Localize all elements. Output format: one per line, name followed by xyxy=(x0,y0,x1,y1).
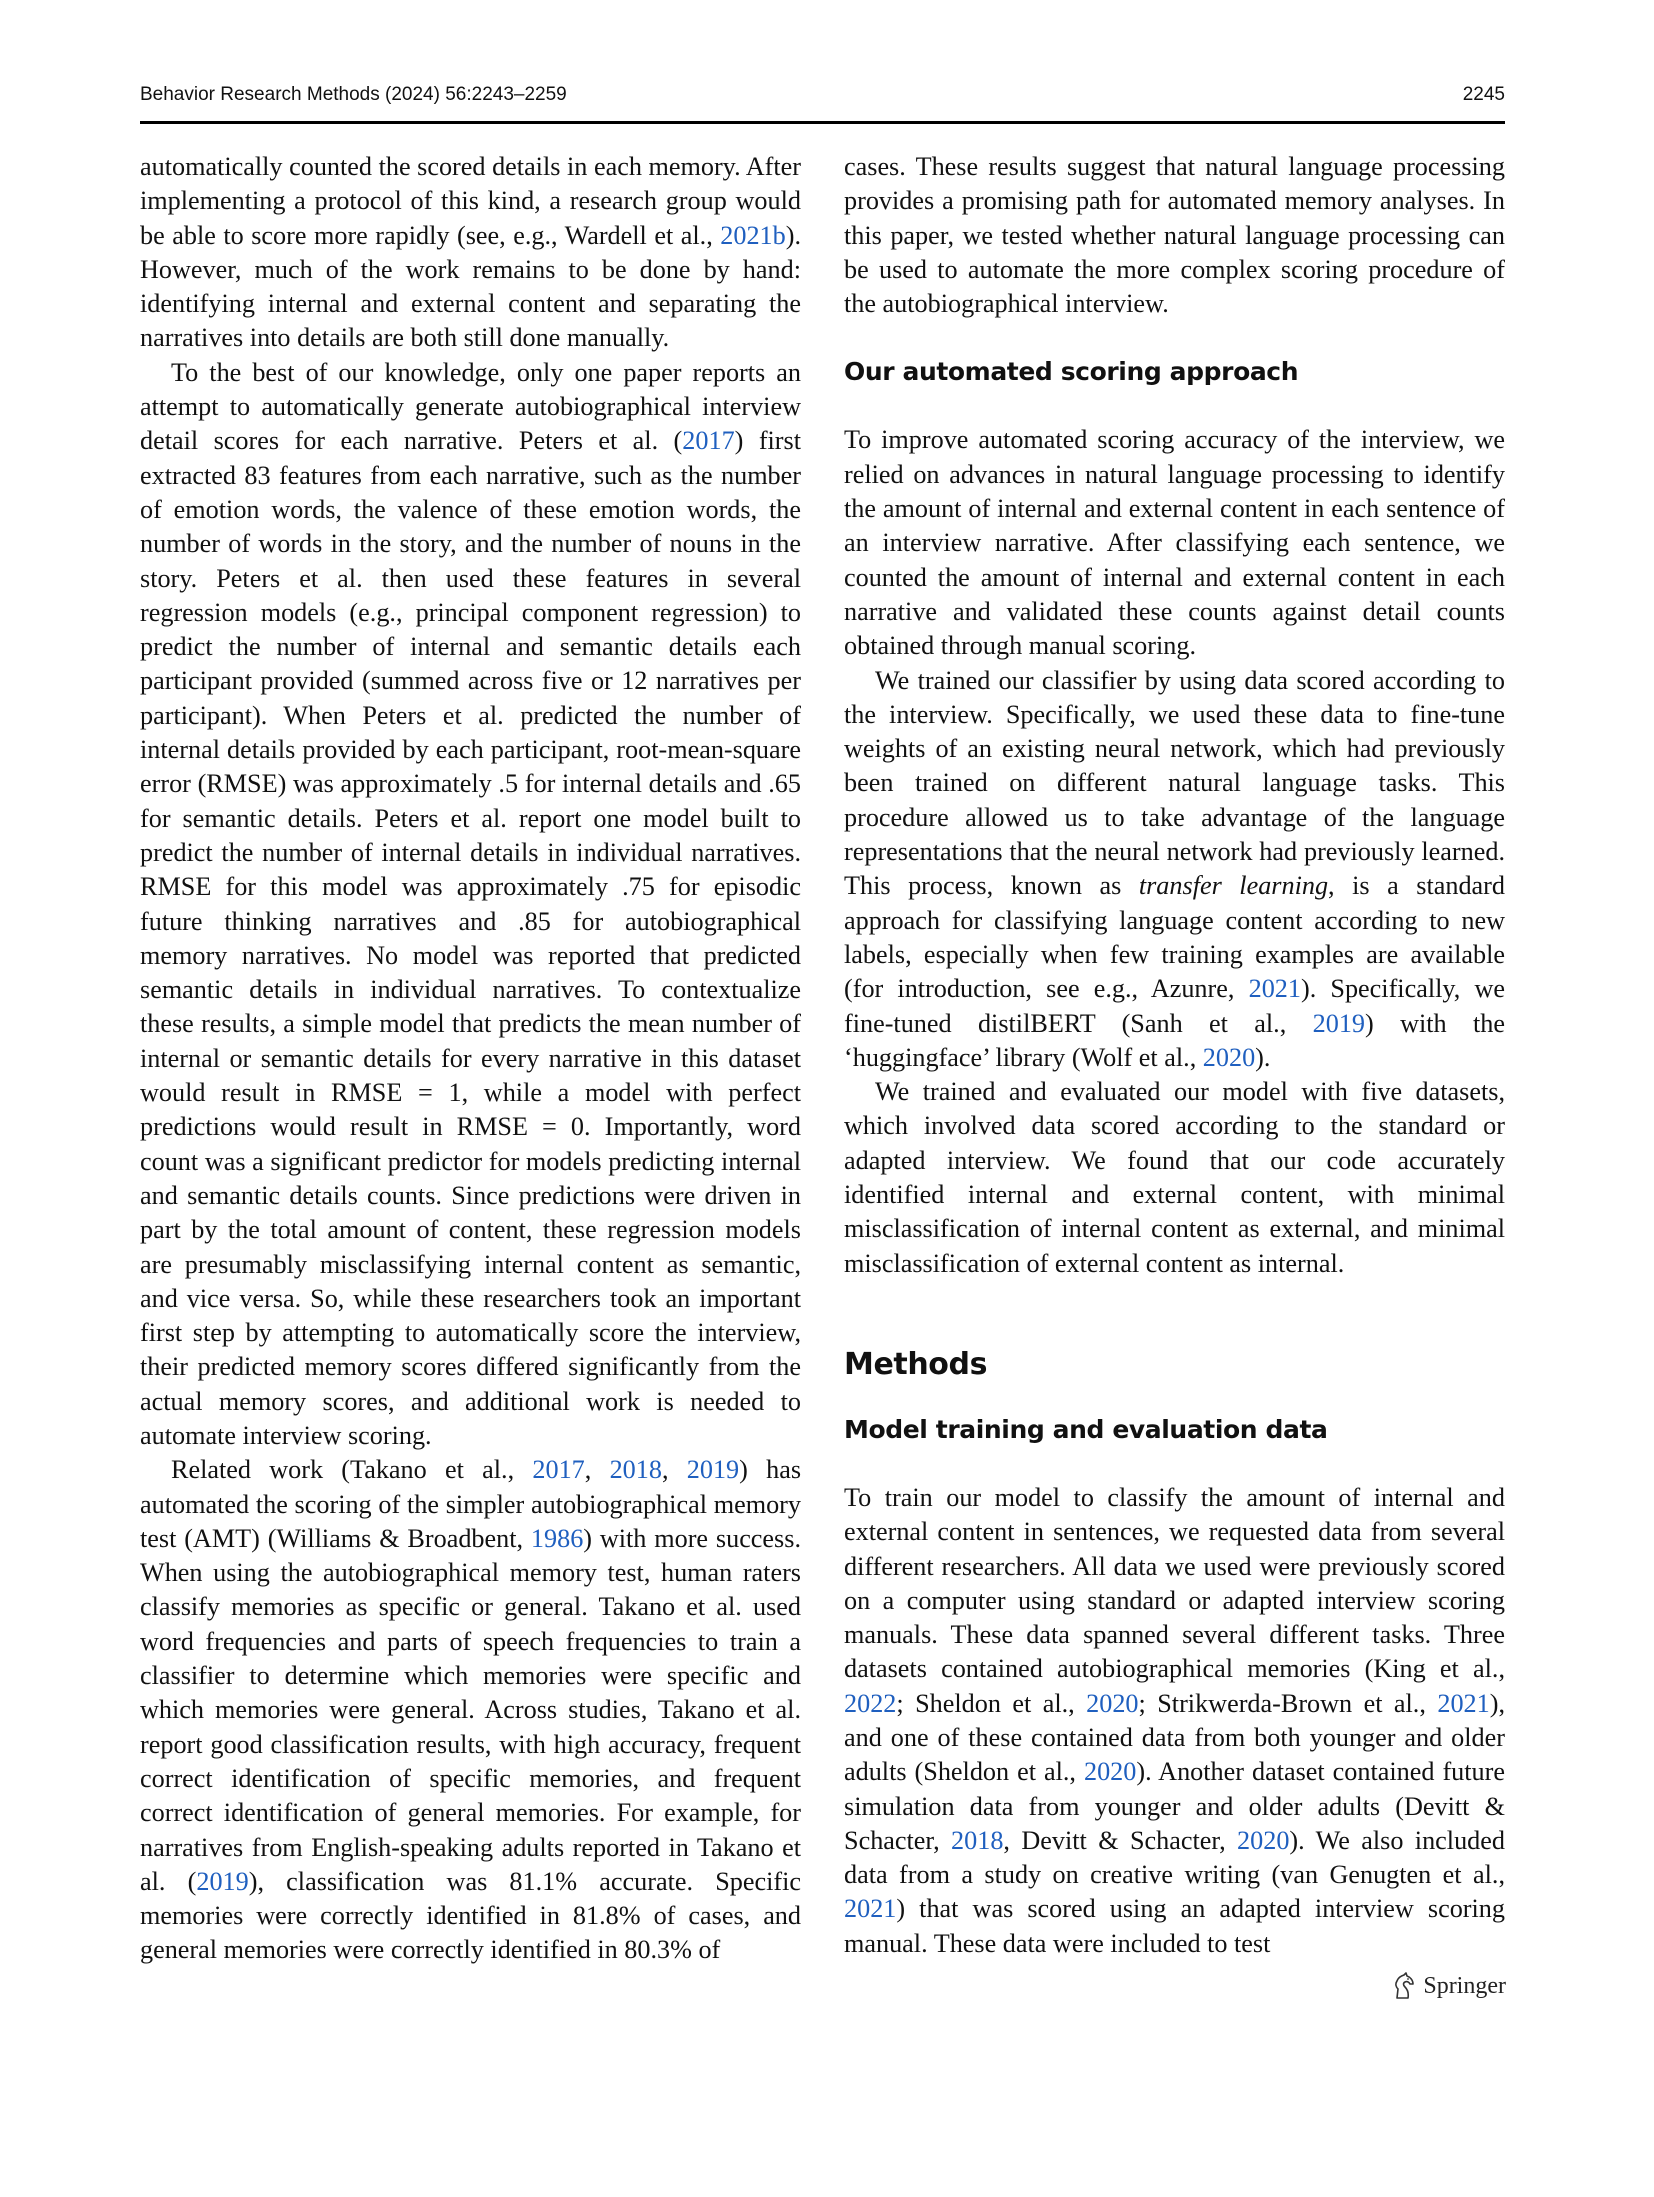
publisher-name: Springer xyxy=(1423,1972,1506,1999)
journal-citation: Behavior Research Methods (2024) 56:2243–2259 xyxy=(140,84,567,105)
text-run: ). We also included data from a study on creative writing (van Genugten et al., xyxy=(844,1825,1505,1890)
right-column xyxy=(844,150,1505,1961)
paragraph xyxy=(844,1481,1505,1961)
text-run: ; Sheldon et al., xyxy=(896,1688,1087,1718)
citation-link[interactable]: 2019 xyxy=(196,1866,249,1896)
citation-link[interactable]: 2021 xyxy=(1248,974,1301,1004)
text-run: ) with more success. When using the autobiographical memory test, human raters classify memories as specific or general. Takano et al. used word frequencies and parts of speech frequencies to train a classifier to determine which memories were specific and which memories were general. Across studies, Takano et al. report good classification results, with high accuracy, frequent correct identification of specific memories, and frequent correct identification of general memories. For example, for narratives from English-speaking adults reported in Takano et al. ( xyxy=(140,1523,801,1896)
text-run: ) first extracted 83 features from each narrative, such as the number of emotion words, the valence of these emotion words, the number of words in the story, and the number of nouns in the story. Peters et al. then used these features in several regression models (e.g., principal component regression) to predict the number of internal and semantic details each participant provided (summed across five or 12 narratives per participant). When Peters et al. predicted the number of internal details provided by each participant, root-mean-square error (RMSE) was approximately .5 for internal details and .65 for semantic details. Peters et al. report one model built to predict the number of internal details in individual narratives. RMSE for this model was approximately .75 for episodic future thinking narratives and .85 for autobiographical memory narratives. No model was reported that predicted semantic details in individual narratives. To contextualize these results, a simple model that predicts the mean number of internal or semantic details for every narrative in this dataset would result in RMSE = 1, while a model with perfect predictions would result in RMSE = 0. Importantly, word count was a significant predictor for models predicting internal and semantic details counts. Since predictions were driven in part by the total amount of content, these regression models are presumably misclassifying internal content as semantic, and vice versa. So, while these researchers took an important first step by attempting to automatically score the interview, their predicted memory scores differed significantly from the actual memory scores, and additional work is needed to automate interview scoring. xyxy=(140,426,801,1450)
left-column xyxy=(140,150,801,1968)
text-run: We trained our classifier by using data scored according to the interview. Specifically, we used these data to fine-tune weights of an existing neural network, which had previously been trained on different natural language tasks. This procedure allowed us to take advantage of the language representations that the neural network had previously learned. This process, known as xyxy=(844,665,1505,901)
text-run: Related work (Takano et al., xyxy=(171,1455,533,1485)
text-run: ). Another dataset contained future simulation data from younger and older adults (Devitt & Schacter, xyxy=(844,1757,1505,1855)
text-run: To train our model to classify the amount of internal and external content in sentences, we requested data from several different researchers. All data we used were previously scored on a computer using standard or adapted interview scoring manuals. These data spanned several different tasks. Three datasets contained autobiographical memories (King et al., xyxy=(844,1482,1505,1684)
text-run: To the best of our knowledge, only one paper reports an attempt to automatically generate autobiographical interview detail scores for each narrative. Peters et al. ( xyxy=(140,357,801,456)
text-run: ). Specifically, we fine-tuned distilBERT (Sanh et al., xyxy=(844,974,1506,1038)
citation-link[interactable]: 2018 xyxy=(609,1455,662,1485)
section-heading-methods: Methods xyxy=(844,1346,988,1382)
paragraph: To improve automated scoring accuracy of the interview, we relied on advances in natural language processing to identify the amount of internal and external content in each sentence of an interview narrative. After classifying each sentence, we counted the amount of internal and external content in each narrative and validated these counts against detail counts obtained through manual scoring. xyxy=(844,425,1505,661)
paragraph xyxy=(140,150,801,356)
citation-link[interactable]: 2021 xyxy=(1437,1688,1490,1718)
citation-link[interactable]: 2020 xyxy=(1086,1688,1139,1718)
paragraph xyxy=(140,356,801,1454)
section-heading-approach: Our automated scoring approach xyxy=(844,357,1299,387)
header-rule xyxy=(140,121,1505,124)
paragraph xyxy=(140,1453,801,1967)
text-run: , is a standard approach for classifying language content according to new labels, especially when few training examples are available (for introduction, see e.g., Azunre, xyxy=(844,871,1505,1004)
text-run: ). xyxy=(1255,1042,1271,1072)
citation-link[interactable]: 2017 xyxy=(532,1455,585,1485)
text-run: ; Strikwerda-Brown et al., xyxy=(1138,1688,1438,1718)
text-run: , Devitt & Schacter, xyxy=(1003,1825,1238,1855)
citation-link[interactable]: 2020 xyxy=(1202,1042,1256,1072)
paragraph xyxy=(844,664,1505,1076)
text-run: ) has automated the scoring of the simpler autobiographical memory test (AMT) (Williams & Broadbent, xyxy=(140,1455,802,1553)
text-run: , xyxy=(584,1455,610,1485)
text-run: ) with the ‘huggingface’ library (Wolf et al., xyxy=(844,1008,1505,1072)
text-run: ), classification was 81.1% accurate. Specific memories were correctly identified in 81.8% of cases, and general memories were correctly identified in 80.3% of xyxy=(140,1866,801,1965)
citation-link[interactable]: 2020 xyxy=(1083,1757,1137,1787)
citation-link[interactable]: 2017 xyxy=(682,426,735,456)
citation-link[interactable]: 2018 xyxy=(951,1825,1004,1855)
citation-link[interactable]: 2021 xyxy=(844,1894,897,1924)
citation-link[interactable]: 1986 xyxy=(530,1523,584,1553)
text-run: automatically counted the scored details in each memory. After implementing a protocol of this kind, a research group would be able to score more rapidly (see, e.g., Wardell et al., xyxy=(140,152,801,250)
running-head xyxy=(140,84,1505,124)
paragraph: We trained and evaluated our model with five datasets, which involved data scored according to the standard or adapted interview. We found that our code accurately identified internal and external content, with minimal misclassification of internal content as external, and minimal misclassification of external content as internal. xyxy=(844,1077,1505,1278)
paragraph: cases. These results suggest that natural language processing provides a promising path for automated memory analyses. In this paper, we tested whether natural language processing can be used to automate the more complex scoring procedure of the autobiographical interview. xyxy=(844,152,1505,319)
publisher-footer xyxy=(1391,1966,1506,2006)
citation-link[interactable]: 2022 xyxy=(844,1688,897,1718)
emphasis: transfer learning xyxy=(1138,871,1329,901)
springer-horse-icon xyxy=(1391,1972,1417,2000)
section-heading-training: Model training and evaluation data xyxy=(844,1414,1328,1444)
citation-link[interactable]: 2020 xyxy=(1237,1825,1290,1855)
citation-link[interactable]: 2021b xyxy=(720,220,786,250)
page-number: 2245 xyxy=(1462,84,1505,105)
text-run: ) that was scored using an adapted interview scoring manual. These data were included to test xyxy=(844,1894,1505,1958)
text-run: ). However, much of the work remains to be done by hand: identifying internal and external content and separating the narratives into details are both still done manually. xyxy=(140,220,801,353)
citation-link[interactable]: 2019 xyxy=(686,1455,740,1485)
citation-link[interactable]: 2019 xyxy=(1312,1008,1366,1038)
text-run: ), and one of these contained data from both younger and older adults (Sheldon et al., xyxy=(844,1688,1505,1787)
text-run: , xyxy=(661,1455,687,1485)
